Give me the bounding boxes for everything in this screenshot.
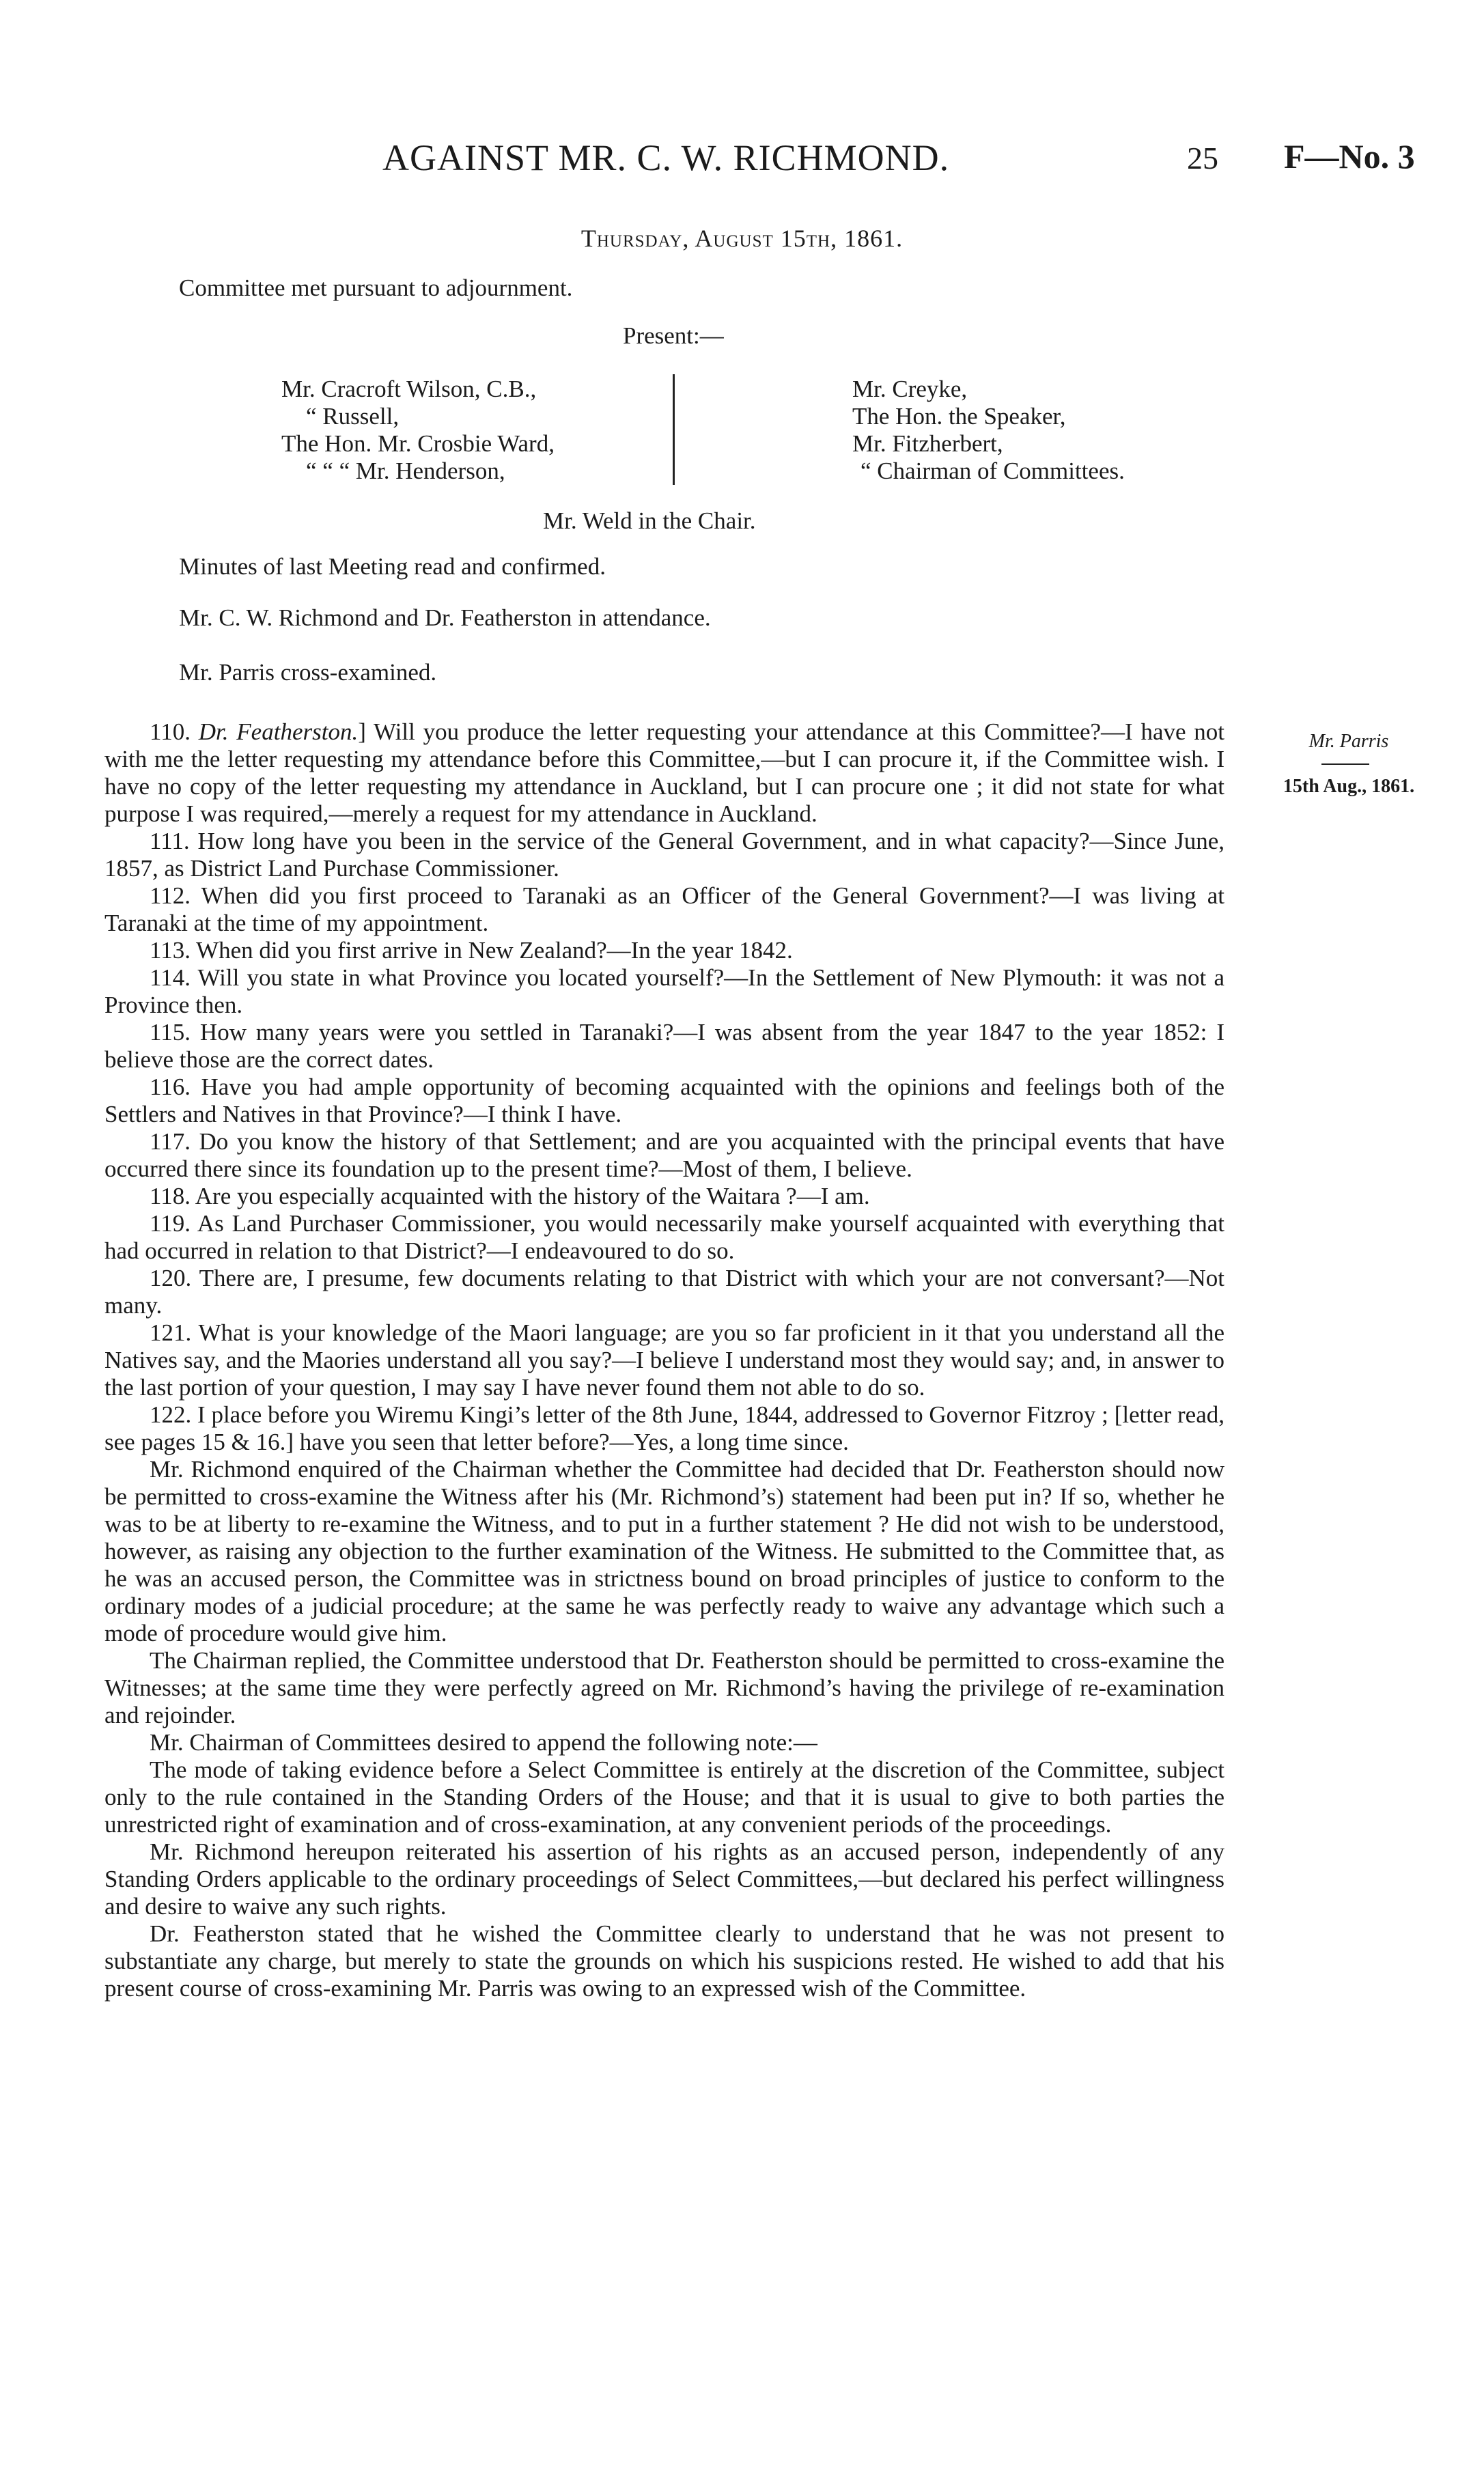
paragraph: 122. I place before you Wiremu Kingi’s letter of the 8th June, 1844, addressed to Governor Fitzroy ; [letter read, see pages 15 & 16.] have you seen that letter before?—Yes, a long time since. — [104, 1401, 1224, 1455]
margin-date: 15th Aug., 1861. — [1283, 776, 1415, 797]
questioner: Dr. Featherston. — [198, 718, 359, 745]
meeting-date: Thursday, August 15th, 1861. — [580, 225, 904, 252]
examination-body — [104, 718, 1224, 2002]
cross-examination-line: Mr. Parris cross-examined. — [179, 659, 437, 686]
paragraph: The mode of taking evidence before a Select Committee is entirely at the discretion of the Committee, subject only to the rule contained in the Standing Orders of the House; and that it is usual to give to both parties the unrestricted right of examination and of cross-examination, at any convenient periods of the proceedings. — [104, 1756, 1224, 1838]
question-text: ] Will you produce the letter requesting your attendance at this Committee?—I have not with me the letter requesting my attendance before this Committee,—but I can procure it, if the Committee wish. I have no copy of the letter requesting my attendance in Auckland, but I can procure one ; it did not state for what purpose I was required,—merely a request for my attendance in Auckland. — [104, 718, 1225, 827]
paragraph: 115. How many years were you settled in Taranaki?—I was absent from the year 1847 to the year 1852: I believe those are the correct dates. — [104, 1019, 1224, 1073]
chair-line: Mr. Weld in the Chair. — [543, 507, 756, 534]
question-number: 110. — [150, 718, 191, 745]
present-member: “ Chairman of Committees. — [860, 458, 1125, 484]
present-left-column — [281, 376, 555, 485]
paragraph: 116. Have you had ample opportunity of becoming acquainted with the opinions and feelings both of the Settlers and Natives in that Province?—I think I have. — [104, 1074, 1224, 1127]
paragraph: 117. Do you know the history of that Settlement; and are you acquainted with the principal events that have occurred there since its foundation up to the present time?—Most of them, I believe. — [104, 1128, 1224, 1182]
present-member: Mr. Fitzherbert, — [852, 430, 1003, 457]
paragraph: Dr. Featherston stated that he wished the Committee clearly to understand that he was not present to substantiate any charge, but merely to state the grounds on which his suspicions rested. He wished to add that his present course of cross-examining Mr. Parris was owing to an expressed wish of the Committee. — [104, 1920, 1224, 2002]
present-member: Mr. Creyke, — [852, 376, 968, 402]
present-member: The Hon. the Speaker, — [852, 403, 1066, 430]
paragraph: 118. Are you especially acquainted with the history of the Waitara ?—I am. — [150, 1183, 870, 1209]
running-title: AGAINST MR. C. W. RICHMOND. — [382, 137, 950, 178]
paragraph: 113. When did you first arrive in New Zealand?—In the year 1842. — [150, 937, 793, 964]
paragraph: Mr. Chairman of Committees desired to append the following note:— — [150, 1729, 817, 1756]
paragraph: 111. How long have you been in the service of the General Government, and in what capacity?—Since June, 1857, as District Land Purchase Commissioner. — [104, 828, 1224, 882]
paragraph: 120. There are, I presume, few documents relating to that District with which your are not conversant?—Not many. — [104, 1265, 1224, 1319]
present-member: Mr. Cracroft Wilson, C.B., — [281, 376, 537, 402]
margin-witness-name: Mr. Parris — [1308, 731, 1389, 752]
present-heading: Present:— — [623, 322, 724, 349]
present-right-column — [852, 376, 1125, 485]
paper-reference: F—No. 3 — [1284, 137, 1415, 176]
paragraph-q110 — [104, 718, 1224, 828]
minutes-line: Minutes of last Meeting read and confirmed. — [179, 553, 606, 580]
present-member: “ “ “ Mr. Henderson, — [306, 458, 505, 484]
page-number: 25 — [1187, 141, 1218, 176]
paragraph: Mr. Richmond enquired of the Chairman whether the Committee had decided that Dr. Featherston should now be permitted to cross-examine the Witness after his (Mr. Richmond’s) statement had been put in? If so, whether he was to be at liberty to re-examine the Witness, and to put in a further statement ? He did not wish to be understood, however, as raising any objection to the further examination of the Witness. He submitted to the Committee that, as he was an accused person, the Committee was in strictness bound on broad principles of justice to conform to the ordinary modes of a judicial procedure; at the same he was perfectly ready to waive any advantage which such a mode of procedure would give him. — [104, 1456, 1224, 1646]
paragraph: Mr. Richmond hereupon reiterated his assertion of his rights as an accused person, independently of any Standing Orders applicable to the ordinary proceedings of Select Committees,—but declared his perfect willingness and desire to waive any such rights. — [104, 1838, 1224, 1920]
meeting-opening: Committee met pursuant to adjournment. — [179, 275, 573, 301]
attendance-line: Mr. C. W. Richmond and Dr. Featherston in attendance. — [179, 604, 711, 631]
present-member: “ Russell, — [306, 403, 400, 430]
column-divider — [673, 374, 675, 485]
margin-rule — [1321, 763, 1369, 765]
paragraph: 112. When did you first proceed to Taranaki as an Officer of the General Government?—I was living at Taranaki at the time of my appointment. — [104, 882, 1224, 936]
paragraph: 114. Will you state in what Province you located yourself?—In the Settlement of New Plymouth: it was not a Province then. — [104, 964, 1224, 1018]
paragraph: 119. As Land Purchaser Commissioner, you would necessarily make yourself acquainted with everything that had occurred in relation to that District?—I endeavoured to do so. — [104, 1210, 1224, 1264]
present-member: The Hon. Mr. Crosbie Ward, — [281, 430, 555, 457]
paragraph: The Chairman replied, the Committee understood that Dr. Featherston should be permitted to cross-examine the Witnesses; at the same time they were perfectly agreed on Mr. Richmond’s having the privilege of re-examination and rejoinder. — [104, 1647, 1224, 1728]
paragraph: 121. What is your knowledge of the Maori language; are you so far proficient in it that you understand all the Natives say, and the Maories understand all you say?—I believe I understand most they would say; and, in answer to the last portion of your question, I may say I have never found them not able to do so. — [104, 1319, 1224, 1401]
